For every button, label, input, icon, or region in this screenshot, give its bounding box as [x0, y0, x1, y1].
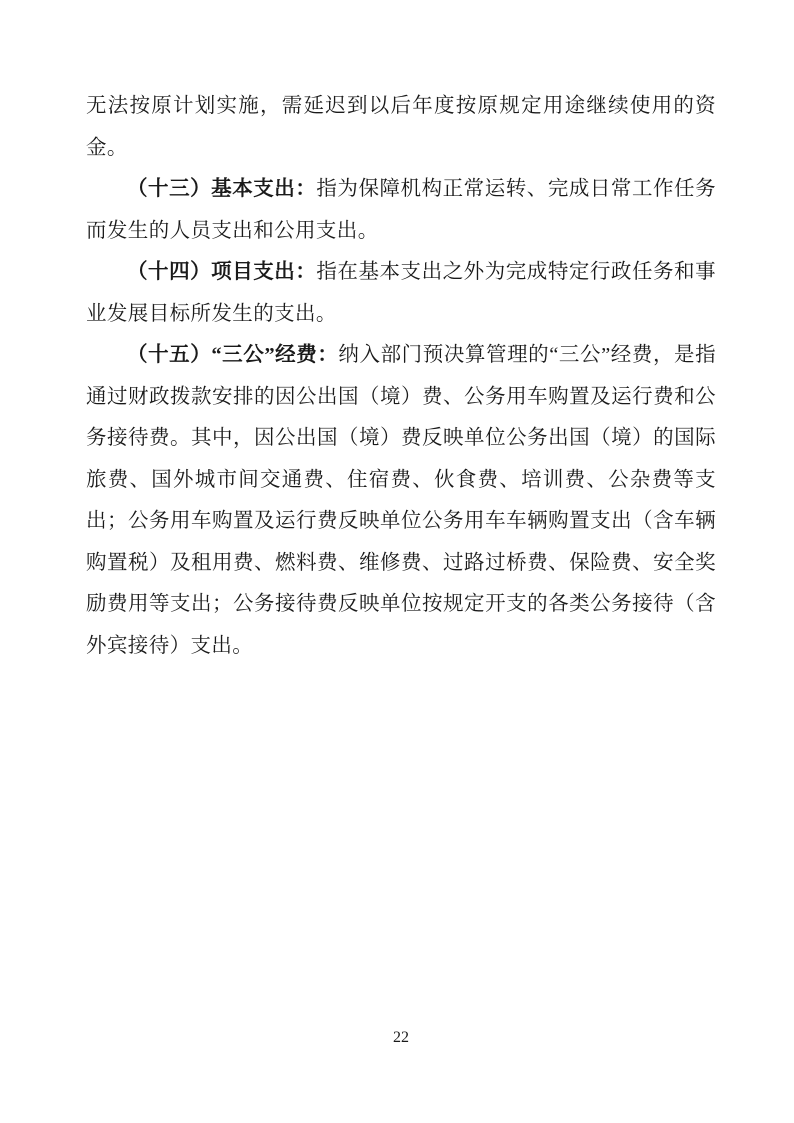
paragraph-text: 纳入部门预决算管理的“三公”经费，是指通过财政拨款安排的因公出国（境）费、公务用车购置及运行费和公务接待费。其中，因公出国（境）费反映单位公务出国（境）的国际旅费、国外城市间交通费、住宿费、伙食费、培训费、公杂费等支出；公务用车购置及运行费反映单位公务用车车辆购置支出（含车辆购置税）及租用费、燃料费、维修费、过路过桥费、保险费、安全奖励费用等支出；公务接待费反映单位按规定开支的各类公务接待（含外宾接待）支出。	[86, 344, 717, 657]
paragraph-lead: （十三）基本支出：	[127, 178, 317, 200]
page-number: 22	[393, 1029, 409, 1046]
paragraph-text: 指在基本支出之外为完成特定行政任务和事业发展目标所发生的支出。	[86, 261, 716, 325]
paragraph-three-public-funds	[86, 335, 716, 667]
paragraph-text: 指为保障机构正常运转、完成日常工作任务而发生的人员支出和公用支出。	[86, 178, 716, 242]
paragraph-lead: （十四）项目支出：	[127, 261, 317, 283]
paragraph-basic-expenditure	[86, 169, 716, 252]
paragraph-project-expenditure	[86, 252, 716, 335]
paragraph-lead: （十五）“三公”经费：	[127, 344, 339, 366]
paragraph-continuation	[86, 86, 716, 169]
paragraph-text: 无法按原计划实施，需延迟到以后年度按原规定用途继续使用的资金。	[86, 95, 716, 159]
document-body	[86, 86, 716, 667]
